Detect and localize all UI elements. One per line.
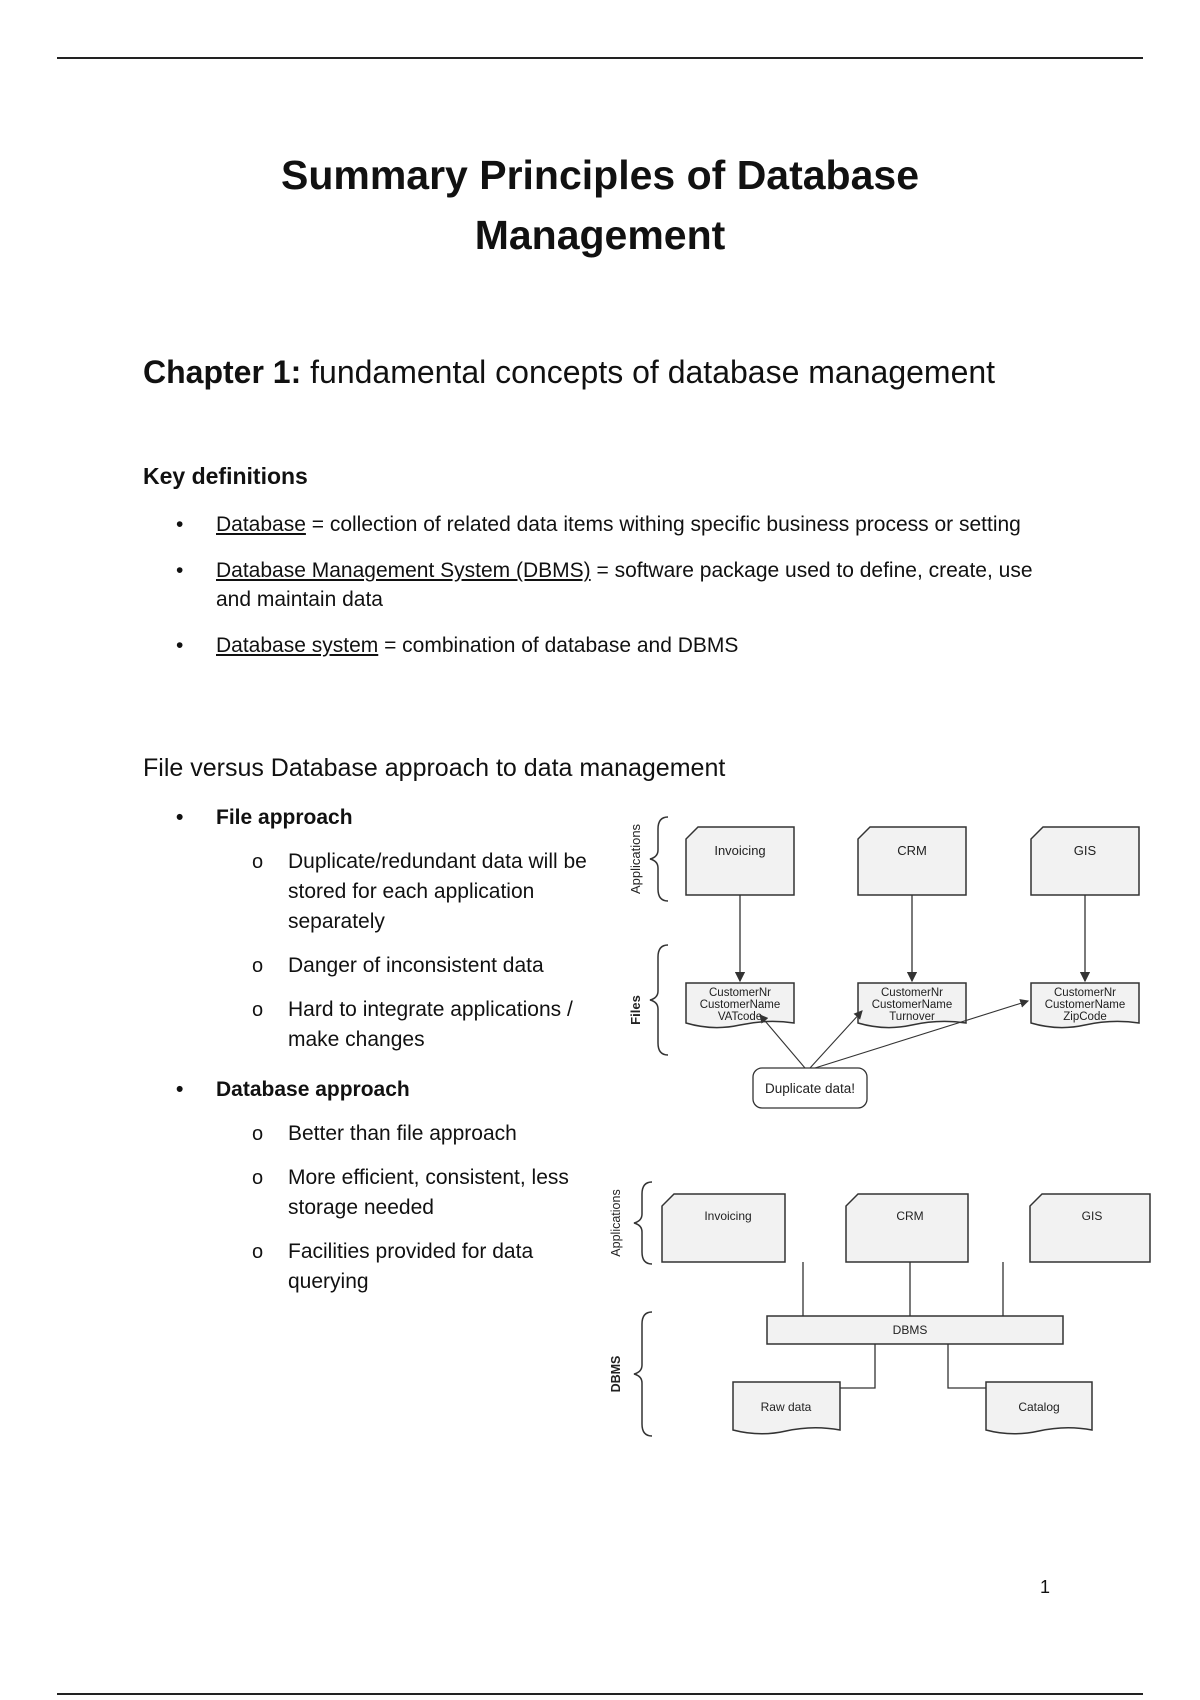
- definition-text: = software package used to define, create, use and maintain data: [216, 559, 1033, 611]
- connector: [840, 1344, 875, 1388]
- file-box-crm: [858, 983, 966, 1028]
- duplicate-data-callout: [753, 1068, 867, 1108]
- connector: [948, 1344, 986, 1388]
- definition-text: = collection of related data items withing specific business process or setting: [305, 513, 1021, 536]
- database-approach-points: [143, 1119, 603, 1297]
- file-approach-list: [143, 803, 603, 1055]
- app-box-invoicing: [662, 1194, 785, 1262]
- list-item: o Duplicate/redundant data will be stored for each application separately: [143, 847, 603, 937]
- app-box-crm: [846, 1194, 968, 1262]
- catalog-store: [986, 1382, 1092, 1434]
- file-field: CustomerNr: [709, 987, 771, 999]
- section-heading: File versus Database approach to data management: [143, 754, 726, 782]
- bottom-rule: [57, 1693, 1143, 1695]
- top-rule: [57, 57, 1143, 59]
- file-approach-diagram: [600, 805, 1160, 1125]
- duplicate-data-label: Duplicate data!: [764, 1081, 856, 1096]
- dbms-group-label: DBMS: [609, 1355, 623, 1393]
- definition-item: [143, 510, 1043, 539]
- applications-brace: [634, 1182, 652, 1264]
- definition-term: Database: [216, 513, 306, 536]
- duplicate-pointer: [760, 1015, 805, 1068]
- applications-group-label: Applications: [609, 1189, 623, 1257]
- definitions-list: [143, 510, 1043, 677]
- app-label: Invoicing: [704, 1209, 752, 1223]
- title-line-1: Summary Principles of Database: [280, 152, 920, 198]
- dbms-label: DBMS: [892, 1323, 928, 1337]
- page-title: [0, 145, 1200, 265]
- list-item: o Facilities provided for data querying: [143, 1237, 603, 1297]
- app-box-invoicing: [686, 827, 794, 895]
- file-approach-points: [143, 847, 603, 1055]
- definition-term: Database Management System (DBMS): [216, 559, 591, 582]
- app-label: CRM: [896, 1209, 924, 1223]
- app-label: GIS: [1073, 843, 1097, 858]
- file-box-gis: [1031, 983, 1139, 1028]
- list-item: o Better than file approach: [143, 1119, 603, 1149]
- key-definitions-heading: Key definitions: [143, 463, 308, 489]
- definition-item: [143, 631, 1043, 660]
- app-box-gis: [1031, 827, 1139, 895]
- dbms-box: [767, 1316, 1063, 1344]
- list-item: o Danger of inconsistent data: [143, 951, 603, 981]
- database-approach-item: [143, 1075, 603, 1297]
- list-item: o Hard to integrate applications / make changes: [143, 995, 603, 1055]
- database-approach-diagram: [590, 1170, 1160, 1450]
- files-group-label: Files: [628, 995, 643, 1025]
- app-box-gis: [1030, 1194, 1150, 1262]
- dbms-brace: [634, 1312, 652, 1436]
- applications-brace: [650, 817, 668, 901]
- file-field: Turnover: [889, 1011, 935, 1023]
- list-item: o More efficient, consistent, less storage needed: [143, 1163, 603, 1223]
- duplicate-pointer: [810, 1011, 862, 1068]
- chapter-label: Chapter 1:: [143, 354, 302, 390]
- chapter-title: fundamental concepts of database management: [301, 354, 996, 390]
- page-number: 1: [1040, 1577, 1051, 1597]
- raw-data-store: [733, 1382, 840, 1434]
- file-approach-item: [143, 803, 603, 1055]
- file-field: CustomerNr: [1054, 987, 1116, 999]
- store-label: Catalog: [1018, 1400, 1060, 1414]
- app-label: CRM: [897, 843, 927, 858]
- app-label: GIS: [1081, 1209, 1103, 1223]
- file-field: ZipCode: [1063, 1011, 1107, 1023]
- title-line-2: Management: [474, 212, 726, 258]
- files-brace: [650, 945, 668, 1055]
- store-label: Raw data: [760, 1400, 812, 1414]
- chapter-heading: [143, 352, 995, 392]
- definition-term: Database system: [216, 634, 379, 657]
- definition-item: [143, 556, 1043, 614]
- database-approach-heading: • Database approach: [143, 1075, 603, 1105]
- file-field: CustomerName: [1044, 999, 1126, 1011]
- applications-group-label: Applications: [628, 823, 643, 895]
- file-box-invoicing: [686, 983, 794, 1028]
- file-field: CustomerNr: [881, 987, 943, 999]
- file-field: VATcode: [717, 1011, 763, 1023]
- app-box-crm: [858, 827, 966, 895]
- file-field: CustomerName: [699, 999, 781, 1011]
- database-approach-list: [143, 1075, 603, 1297]
- definition-text: = combination of database and DBMS: [378, 634, 739, 657]
- app-label: Invoicing: [714, 843, 766, 858]
- file-field: CustomerName: [871, 999, 953, 1011]
- file-approach-heading: • File approach: [143, 803, 603, 833]
